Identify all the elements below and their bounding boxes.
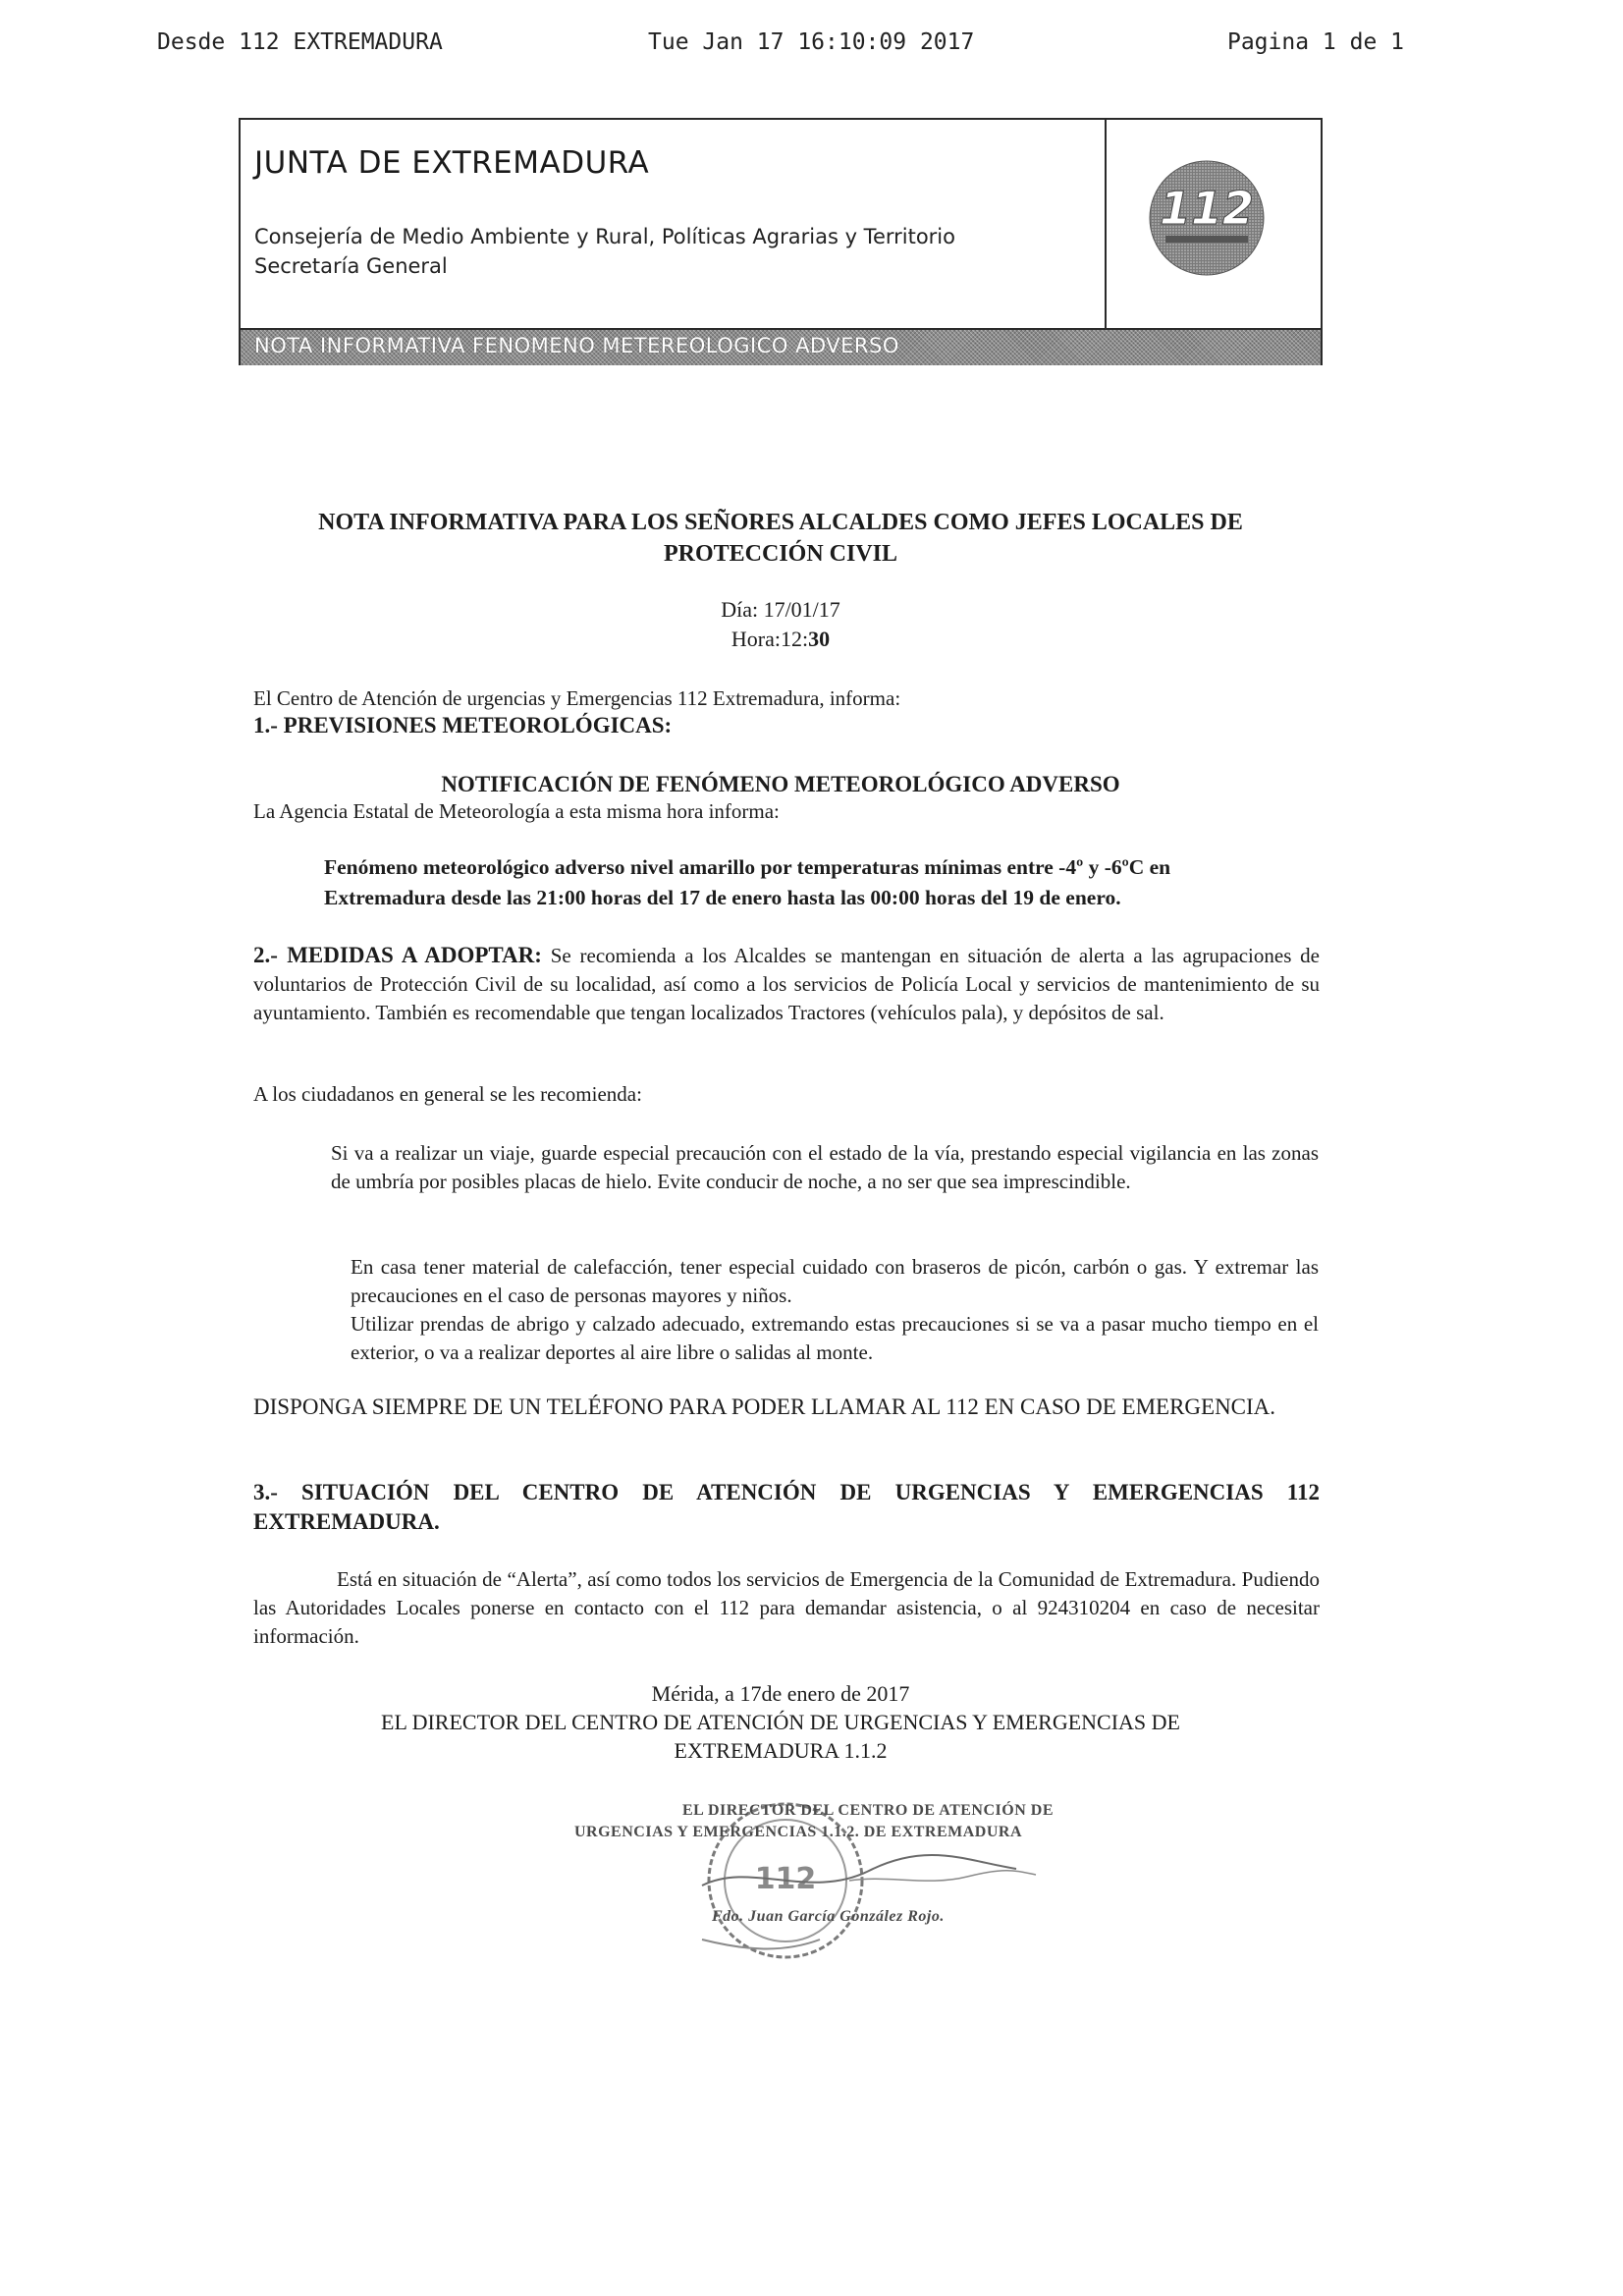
notice-banner-text: NOTA INFORMATIVA FENOMENO METEREOLOGICO ADVERSO — [254, 334, 899, 357]
logo-112 — [1105, 120, 1321, 328]
notification-title: NOTIFICACIÓN DE FENÓMENO METEOROLÓGICO ADVERSO — [441, 772, 1120, 796]
section-3-heading: 3.- SITUACIÓN DEL CENTRO DE ATENCIÓN DE URGENCIAS Y EMERGENCIAS 112 EXTREMADURA. — [253, 1480, 1320, 1534]
department-name: Consejería de Medio Ambiente y Rural, Políticas Agrarias y Territorio — [254, 225, 955, 248]
director-title-line-1: EL DIRECTOR DEL CENTRO DE ATENCIÓN DE URGENCIAS Y EMERGENCIAS DE — [381, 1710, 1180, 1734]
svg-text:112: 112 — [754, 1862, 817, 1896]
place-date: Mérida, a 17de enero de 2017 — [651, 1681, 910, 1706]
date-time-block — [239, 595, 1323, 654]
notice-banner — [241, 328, 1321, 365]
fax-header — [157, 29, 1404, 65]
phenomenon-alert — [324, 852, 1316, 913]
stamp-line-1: EL DIRECTOR DEL CENTRO DE ATENCIÓN DE — [682, 1802, 1054, 1819]
measures-text: Se recomienda a los Alcaldes se mantengan en situación de alerta a las agrupaciones de voluntarios de Protección Civil de su localidad, así como a los servicios de Policía Local y servicios de mantenimiento de su ayuntamiento. También es recomendable que tengan localizados Tractores (vehículos pala), y depósitos de sal. — [253, 944, 1321, 1024]
organization-name: JUNTA DE EXTREMADURA — [254, 145, 650, 181]
letterhead-main — [241, 120, 1107, 328]
travel-advice: Si va a realizar un viaje, guarde especial precaución con el estado de la vía, prestando especial vigilancia en las zonas de umbría por posibles placas de hielo. Evite conducir de noche, a no ser que sea imprescindible. — [331, 1141, 1319, 1193]
letterhead — [239, 118, 1323, 365]
emergency-112-logo-icon — [1105, 120, 1321, 328]
title-line-2: PROTECCIÓN CIVIL — [663, 541, 898, 567]
phenomenon-line-1: Fenómeno meteorológico adverso nivel amarillo por temperaturas mínimas entre -4º y -6ºC en — [324, 855, 1171, 879]
stamp-line-2: URGENCIAS Y EMERGENCIAS 1.1.2. DE EXTREMADURA — [574, 1824, 1023, 1840]
section-2-heading: 2.- MEDIDAS A ADOPTAR: — [253, 943, 542, 967]
title-line-1: NOTA INFORMATIVA PARA LOS SEÑORES ALCALDES COMO JEFES LOCALES DE — [318, 510, 1243, 535]
home-advice-block — [351, 1253, 1319, 1367]
secretariat-name: Secretaría General — [254, 254, 448, 278]
stamp-seal-icon — [555, 1792, 1144, 1989]
signature-block — [239, 1679, 1323, 1765]
svg-text:112: 112 — [1159, 182, 1255, 235]
phenomenon-line-2: Extremadura desde las 21:00 horas del 17 de enero hasta las 00:00 horas del 19 de enero. — [324, 886, 1121, 909]
section-1-heading: 1.- PREVISIONES METEOROLÓGICAS: — [253, 713, 673, 738]
situation-paragraph: Está en situación de “Alerta”, así como todos los servicios de Emergencia de la Comunidad de Extremadura. Pudiendo las Autoridades Locales ponerse en contacto con el 112 para demandar asistencia, o al 924310204 en caso de necesitar información. — [253, 1567, 1320, 1648]
report-time: Hora:12:30 — [730, 627, 831, 651]
measures-paragraph — [253, 941, 1320, 1027]
report-date: Día: 17/01/17 — [721, 597, 840, 622]
agency-text: La Agencia Estatal de Meteorología a esta misma hora informa: — [253, 799, 780, 823]
stamp-signature-name: Fdo. Juan García González Rojo. — [712, 1908, 945, 1925]
home-heating-advice: En casa tener material de calefacción, tener especial cuidado con braseros de picón, carbón o gas. Y extremar las precauciones en el caso de personas mayores y niños. — [351, 1255, 1319, 1307]
fax-page-number: Pagina 1 de 1 — [1226, 29, 1404, 55]
fax-sender: Desde 112 EXTREMADURA — [157, 29, 443, 55]
director-title-line-2: EXTREMADURA 1.1.2 — [674, 1738, 888, 1763]
citizens-intro: A los ciudadanos en general se les recomienda: — [253, 1082, 642, 1106]
department-block — [254, 222, 955, 281]
official-stamp — [555, 1792, 1144, 1989]
fax-datetime: Tue Jan 17 16:10:09 2017 — [648, 29, 975, 55]
phone-reminder: DISPONGA SIEMPRE DE UN TELÉFONO PARA PODER LLAMAR AL 112 EN CASO DE EMERGENCIA. — [253, 1394, 1276, 1419]
document-title — [239, 507, 1323, 570]
clothing-advice: Utilizar prendas de abrigo y calzado adecuado, extremando estas precauciones si se va a pasar mucho tiempo en el exterior, o va a realizar deportes al aire libre o salidas al monte. — [351, 1312, 1319, 1364]
intro-text: El Centro de Atención de urgencias y Emergencias 112 Extremadura, informa: — [253, 686, 901, 710]
